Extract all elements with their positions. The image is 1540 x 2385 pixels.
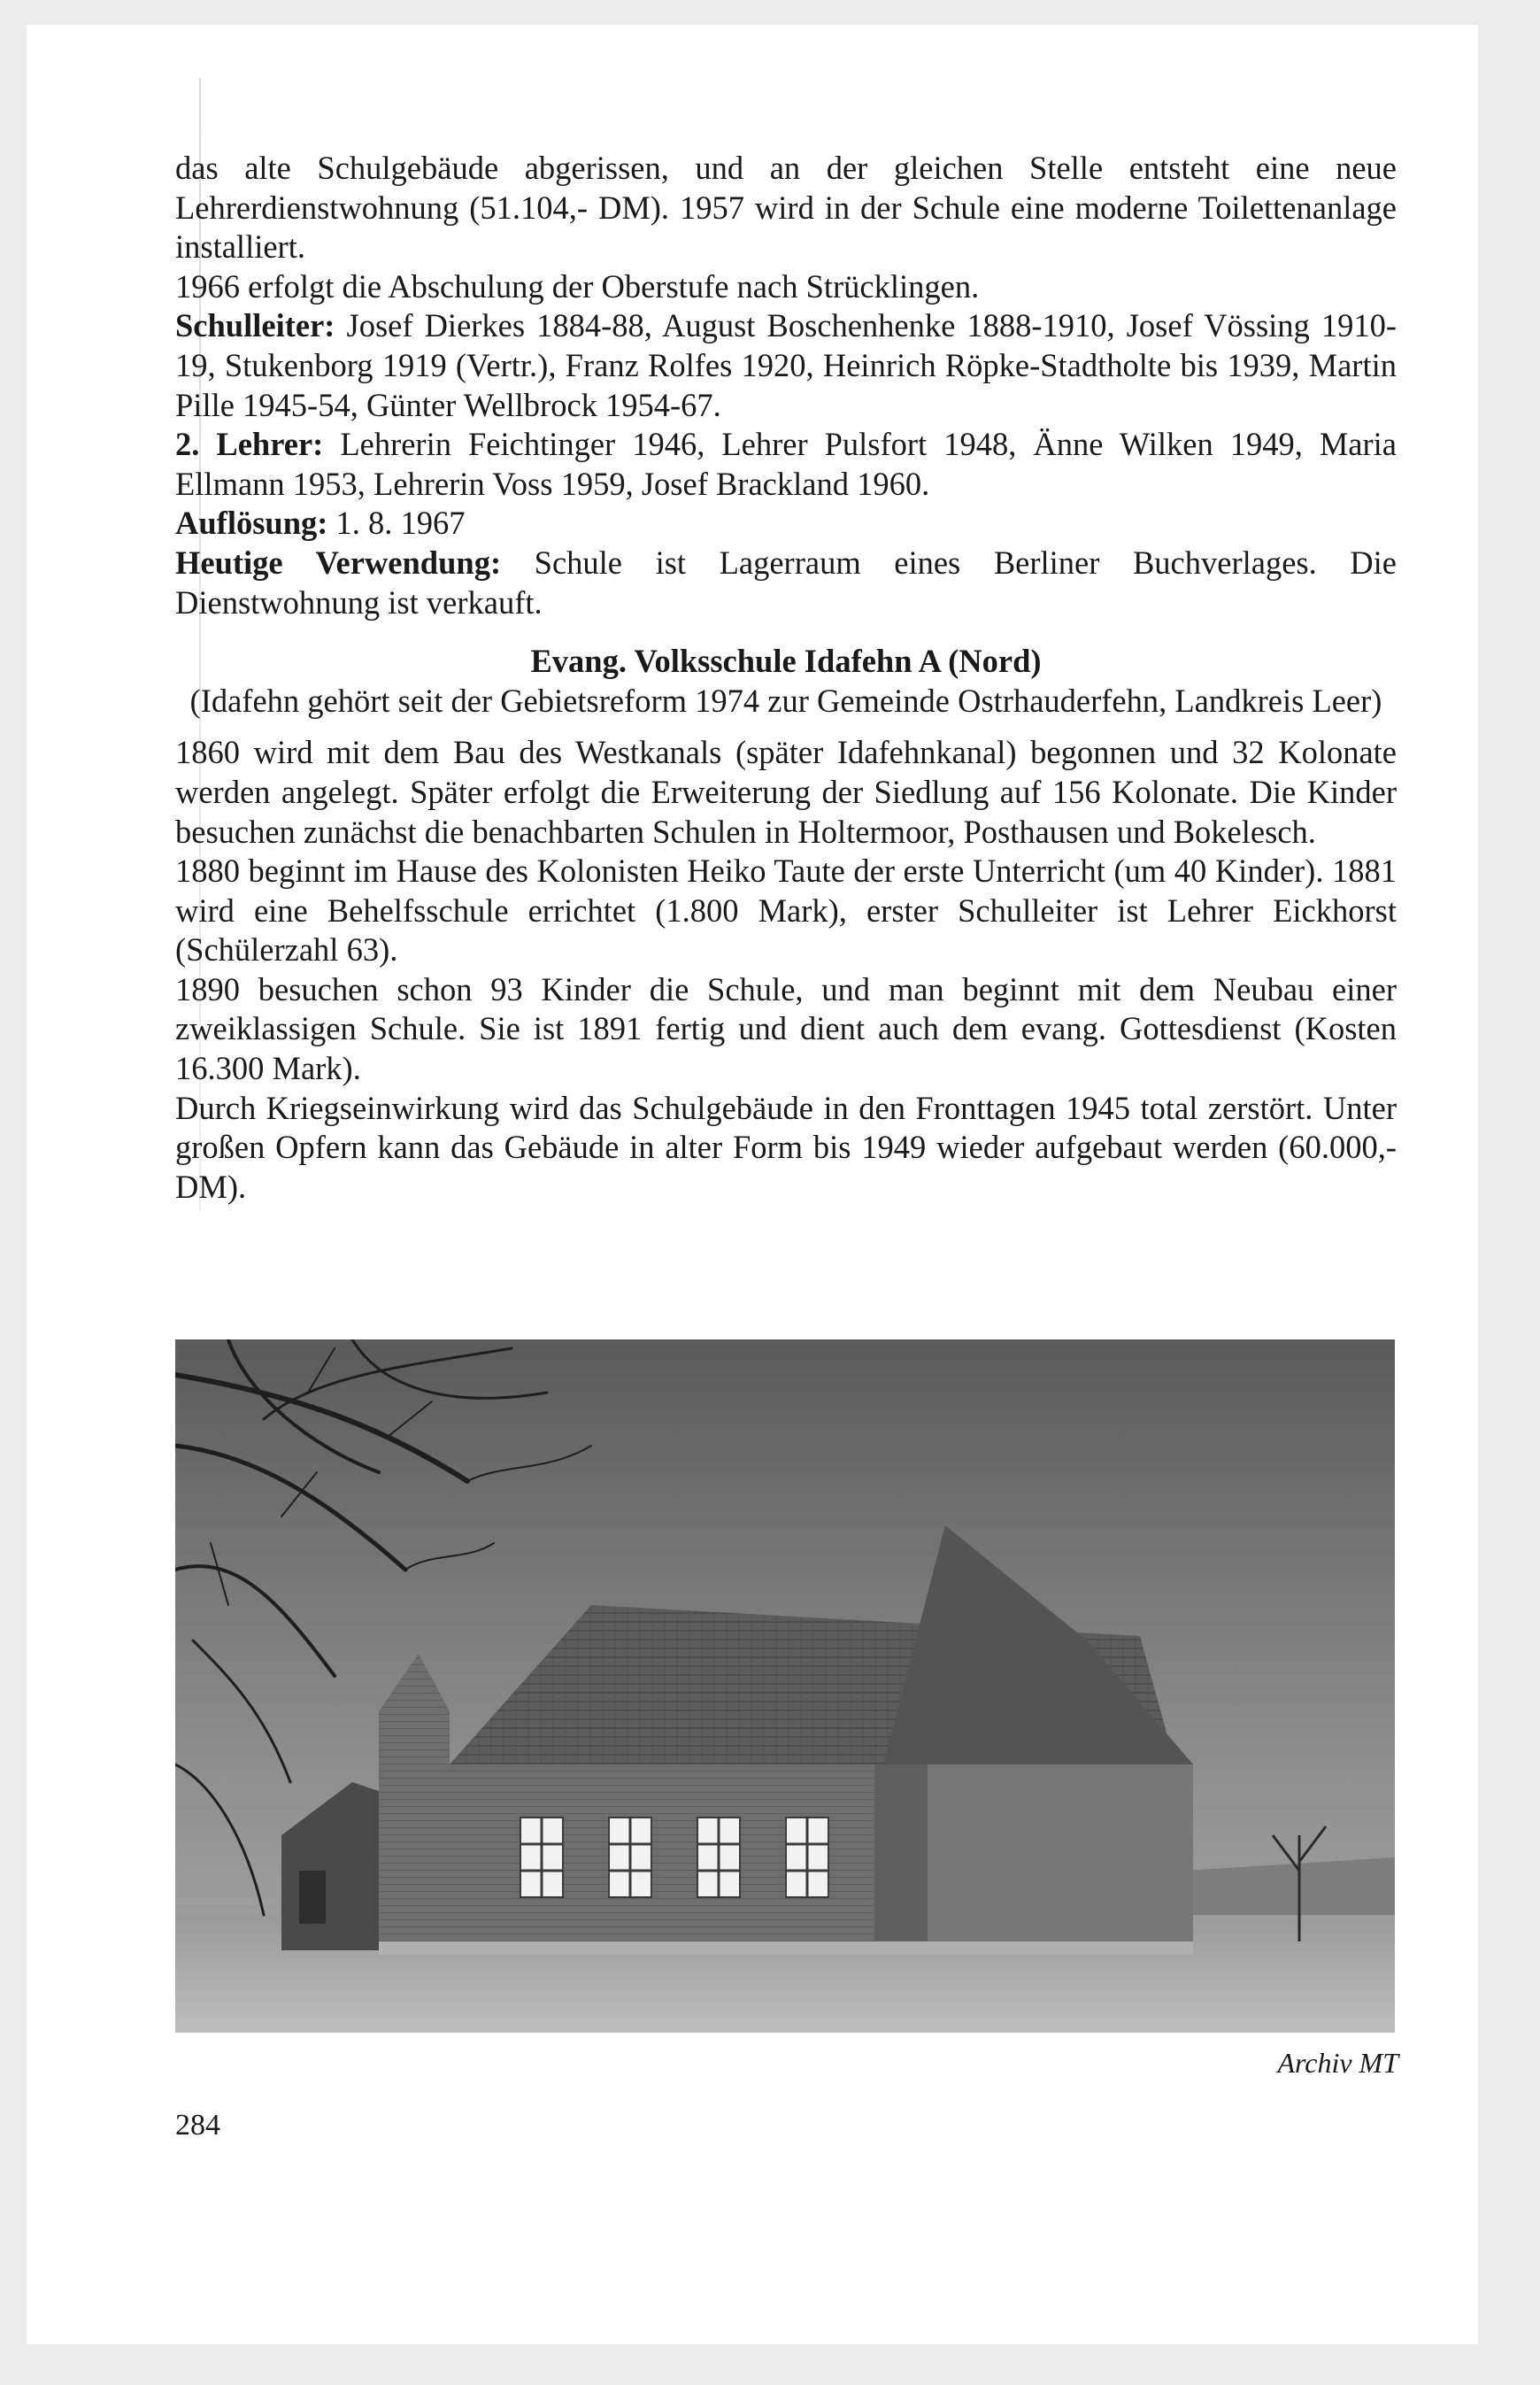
section-title: Evang. Volksschule Idafehn A (Nord) [530,643,1042,680]
lehrer-paragraph [175,425,1397,504]
aufloesung-text: 1. 8. 1967 [327,505,466,542]
verwendung-label: Heutige Verwendung: [175,544,502,581]
aufloesung-label: Auflösung: [175,505,328,542]
school-building-photo [175,1339,1395,2033]
schulleiter-paragraph [175,306,1397,425]
verwendung-text: Schule ist Lagerraum eines Berliner Buchverlages. Die Dienstwohnung ist verkauft. [175,544,1397,621]
section-paragraph: 1890 besuchen schon 93 Kinder die Schule, und man beginnt mit dem Neubau einer zweiklassigen Schule. Sie ist 1891 fertig und dient auch dem evang. Gottesdienst (Kosten 16.300 Mark). [175,970,1397,1087]
section-subtitle: (Idafehn gehört seit der Gebietsreform 1974 zur Gemeinde Ostrhauderfehn, Landkreis Leer) [189,682,1382,719]
lehrer-label: 2. Lehrer: [175,426,324,463]
intro-paragraph-1: das alte Schulgebäude abgerissen, und an der gleichen Stelle entsteht eine neue Lehrerdienstwohnung (51.104,- DM). 1957 wird in der Schule eine moderne Toilettenanlage installiert. [175,150,1397,266]
schulleiter-label: Schulleiter: [175,307,335,344]
schulleiter-text: Josef Dierkes 1884-88, August Boschenhenke 1888-1910, Josef Vössing 1910-19, Stukenborg 1919 (Vertr.), Franz Rolfes 1920, Heinrich Röpke-Stadtholte bis 1939, Martin Pille 1945-54, Günter Wellbrock 1954-67. [175,307,1397,423]
lehrer-text: Lehrerin Feichtinger 1946, Lehrer Pulsfort 1948, Änne Wilken 1949, Maria Ellmann 1953, Lehrerin Voss 1959, Josef Brackland 1960. [175,426,1397,502]
section-paragraph: 1860 wird mit dem Bau des Westkanals (später Idafehnkanal) begonnen und 32 Kolonate werden angelegt. Später erfolgt die Erweiterung der Siedlung auf 156 Kolonate. Die Kinder besuchen zunächst die benachbarten Schulen in Holtermoor, Posthausen und Bokelesch. [175,734,1397,850]
body-text [175,149,1397,1207]
page-number: 284 [175,2109,220,2142]
section-paragraph: 1880 beginnt im Hause des Kolonisten Heiko Taute der erste Unterricht (um 40 Kinder). 1881 wird eine Behelfsschule errichtet (1.800 Mark), erster Schulleiter ist Lehrer Eickhorst (Schülerzahl 63). [175,853,1397,969]
intro-paragraph-2: 1966 erfolgt die Abschulung der Oberstufe nach Strücklingen. [175,267,980,305]
section-paragraph: Durch Kriegseinwirkung wird das Schulgebäude in den Fronttagen 1945 total zerstört. Unter großen Opfern kann das Gebäude in alter Form bis 1949 wieder aufgebaut werden (60.000,- DM). [175,1089,1397,1205]
aufloesung-paragraph [175,504,1397,544]
verwendung-paragraph [175,544,1397,622]
photo-credit: Archiv MT [1277,2047,1398,2079]
